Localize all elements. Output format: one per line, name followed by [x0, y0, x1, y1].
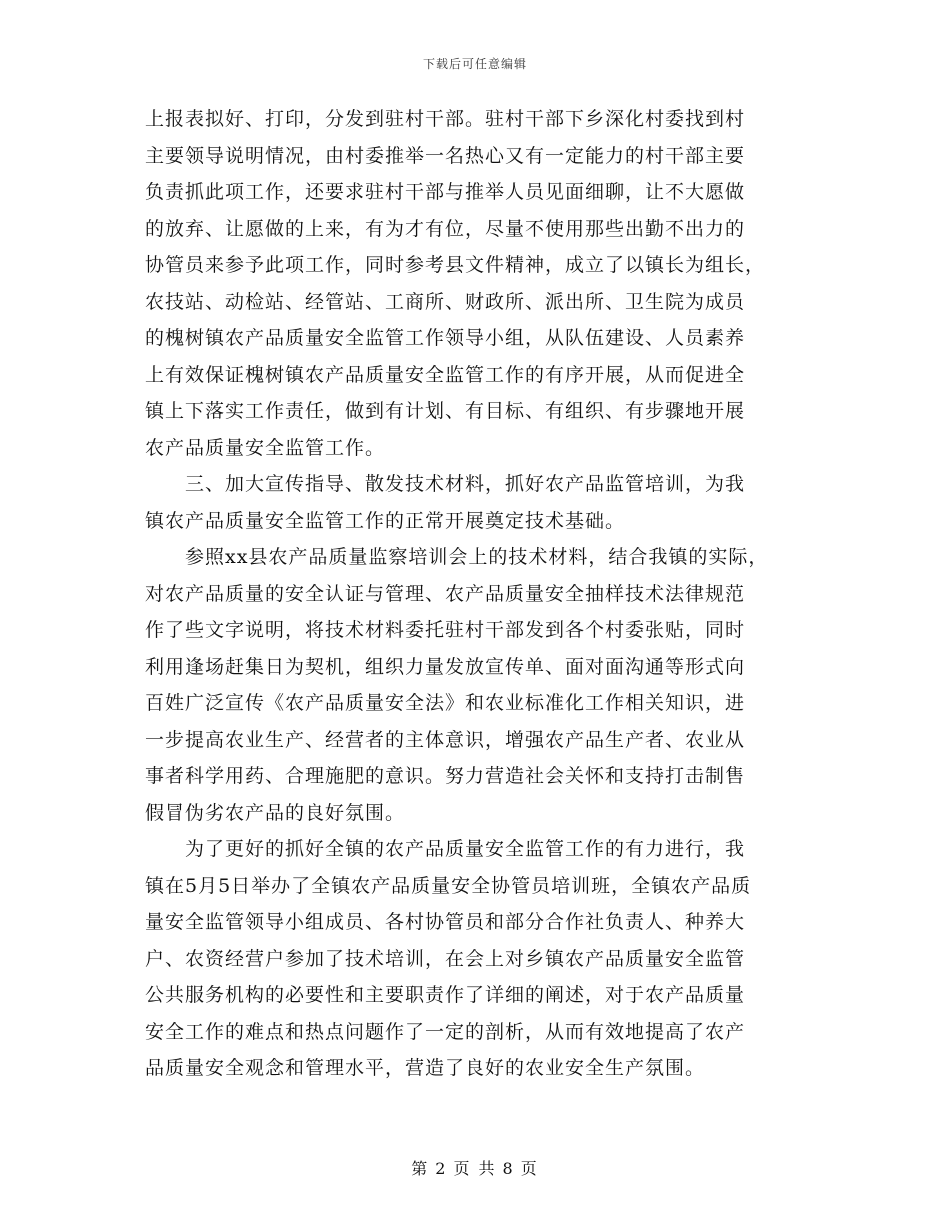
- text-line: 品质量安全观念和管理水平，营造了良好的农业安全生产氛围。: [145, 1057, 706, 1079]
- text-line: 的放弃、让愿做的上来，有为才有位，尽量不使用那些出勤不出力的: [145, 217, 746, 240]
- text-line: 负责抓此项工作，还要求驻村干部与推举人员见面细聊，让不大愿做: [145, 181, 746, 203]
- page-number-footer: [0, 1156, 950, 1179]
- text-line: 假冒伪劣农产品的良好氛围。: [145, 801, 406, 824]
- page-label-mid: 页 共: [453, 1159, 497, 1178]
- page-label-suffix: 页: [520, 1159, 539, 1178]
- text-line: 农技站、动检站、经管站、工商所、财政所、派出所、卫生院为成员: [145, 290, 746, 313]
- text-line: 一步提高农业生产、经营者的主体意识，增强农产品生产者、农业从: [145, 728, 746, 751]
- text-line: 农产品质量安全监管工作。: [145, 436, 386, 459]
- text-line: 百姓广泛宣传《农产品质量安全法》和农业标准化工作相关知识，进: [145, 692, 746, 714]
- total-pages-number: 8: [502, 1159, 515, 1178]
- text-line: 事者科学用药、合理施肥的意识。努力营造社会关怀和支持打击制售: [145, 765, 746, 787]
- text-line: 利用逢场赶集日为契机，组织力量发放宣传单、面对面沟通等形式向: [145, 655, 746, 678]
- text-line: 上报表拟好、打印，分发到驻村干部。驻村干部下乡深化村委找到村: [145, 108, 746, 130]
- text-line: 的槐树镇农产品质量安全监管工作领导小组，从队伍建设、人员素养: [145, 327, 746, 349]
- text-line: 镇上下落实工作责任，做到有计划、有目标、有组织、有步骤地开展: [145, 400, 746, 422]
- paragraph-2-heading: [145, 466, 800, 539]
- page-header-note: 下载后可任意编辑: [422, 57, 527, 71]
- text-line: 协管员来参予此项工作，同时参考县文件精神，成立了以镇长为组长，: [145, 254, 766, 276]
- document-body: [145, 101, 800, 1087]
- text-line: 为了更好的抓好全镇的农产品质量安全监管工作的有力进行，我: [145, 838, 746, 860]
- text-line: 户、农资经营户参加了技术培训，在会上对乡镇农产品质量安全监管: [145, 947, 746, 970]
- text-line: 镇农产品质量安全监管工作的正常开展奠定技术基础。: [145, 509, 626, 532]
- text-line: 作了些文字说明，将技术材料委托驻村干部发到各个村委张贴，同时: [145, 619, 746, 641]
- text-line: 镇在5月5日举办了全镇农产品质量安全协管员培训班，全镇农产品质: [145, 874, 752, 897]
- current-page-number: 2: [435, 1159, 448, 1178]
- text-line: 参照xx县农产品质量监察培训会上的技术材料，结合我镇的实际，: [145, 546, 769, 568]
- text-line: 公共服务机构的必要性和主要职责作了详细的阐述，对于农产品质量: [145, 984, 746, 1006]
- paragraph-3: [145, 539, 800, 831]
- text-line: 量安全监管领导小组成员、各村协管员和部分合作社负责人、种养大: [145, 911, 746, 933]
- paragraph-4: [145, 831, 800, 1087]
- text-line: 安全工作的难点和热点问题作了一定的剖析，从而有效地提高了农产: [145, 1020, 746, 1043]
- text-line: 三、加大宣传指导、散发技术材料，抓好农产品监管培训，为我: [145, 473, 746, 495]
- paragraph-1: [145, 101, 800, 466]
- page-label-prefix: 第: [411, 1159, 430, 1178]
- text-line: 对农产品质量的安全认证与管理、农产品质量安全抽样技术法律规范: [145, 582, 746, 605]
- text-line: 主要领导说明情况，由村委推举一名热心又有一定能力的村干部主要: [145, 144, 746, 167]
- text-line: 上有效保证槐树镇农产品质量安全监管工作的有序开展，从而促进全: [145, 363, 746, 386]
